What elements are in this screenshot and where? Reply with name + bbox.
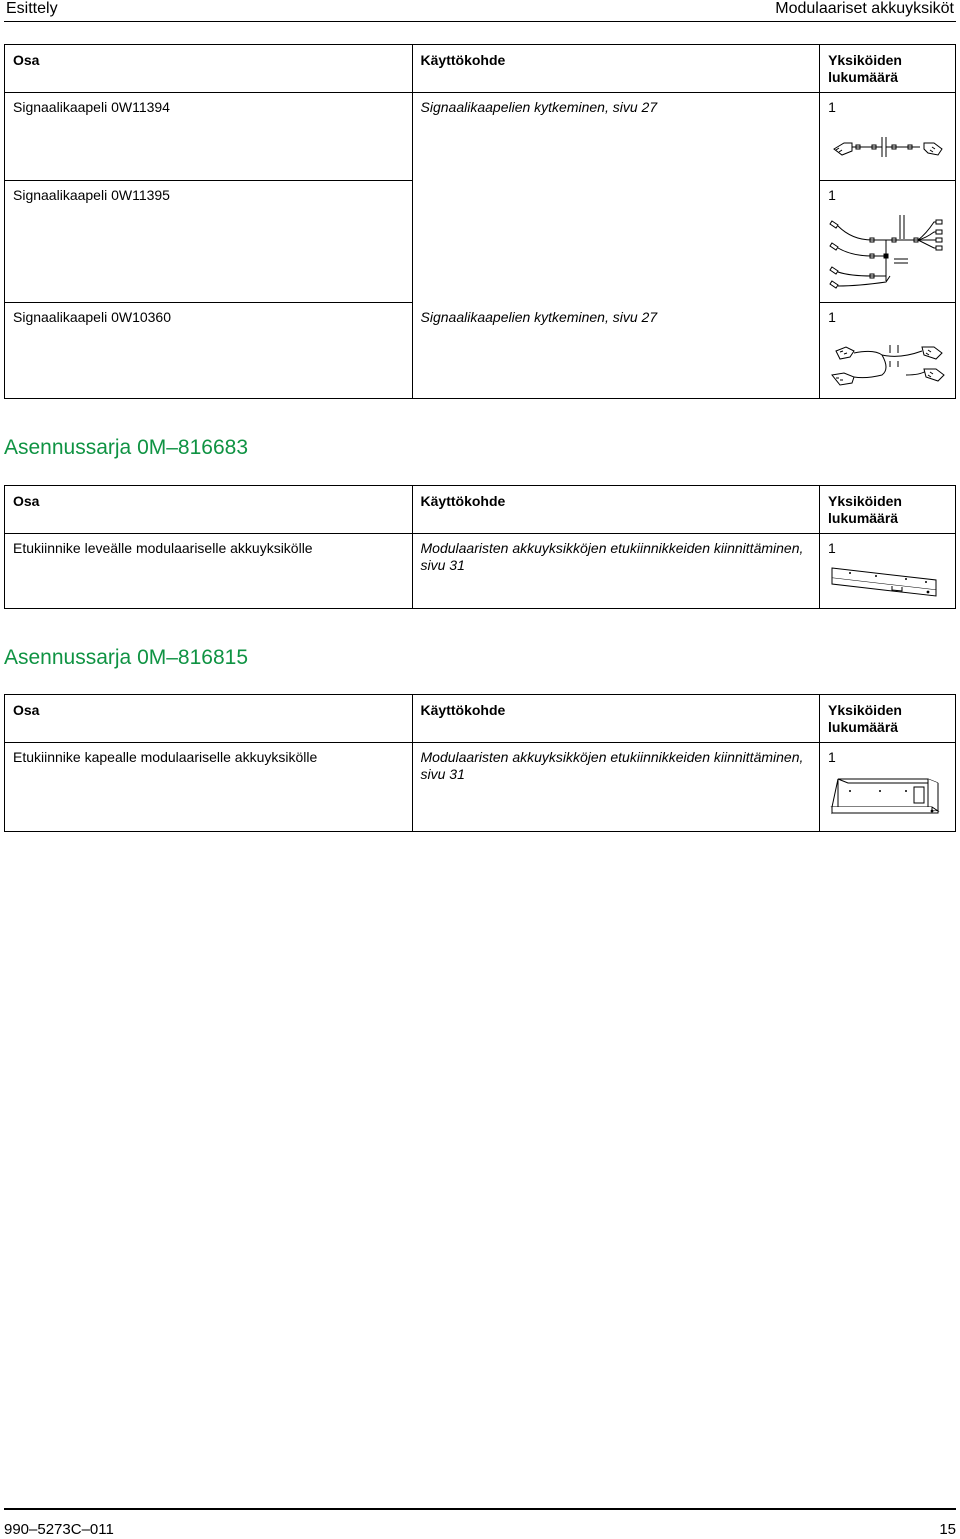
table-row: [5, 303, 956, 399]
part-qty: 1: [828, 309, 836, 325]
column-header-usage: Käyttökohde: [412, 45, 820, 93]
part-qty: 1: [828, 749, 836, 765]
footer-rule: [4, 1508, 956, 1510]
header-chapter-title: Modulaariset akkuyksiköt: [775, 0, 954, 17]
part-qty-cell: [820, 743, 956, 832]
wide-bracket-icon: [828, 564, 940, 598]
document-number: 990–5273C–011: [4, 1521, 114, 1538]
kit-816815-heading: Asennussarja 0M–816815: [4, 646, 249, 669]
page-number: 15: [939, 1521, 956, 1538]
part-usage: Modulaaristen akkuyksikköjen etukiinnikkeiden kiinnittäminen, sivu 31: [412, 743, 820, 832]
part-name: Signaalikaapeli 0W10360: [5, 303, 413, 399]
part-qty: 1: [828, 187, 836, 203]
signal-cables-table: [4, 44, 956, 399]
table-header-row: [5, 45, 956, 93]
header-section-title: Esittely: [6, 0, 58, 17]
part-name: Signaalikaapeli 0W11395: [5, 181, 413, 303]
table-row: [5, 534, 956, 609]
part-name: Signaalikaapeli 0W11394: [5, 93, 413, 181]
part-usage: [412, 181, 820, 303]
column-header-part: Osa: [5, 45, 413, 93]
part-qty-cell: [820, 93, 956, 181]
part-qty: 1: [828, 540, 836, 556]
part-name: Etukiinnike leveälle modulaariselle akkuyksikölle: [5, 534, 413, 609]
cable-0w11394-icon: [828, 127, 948, 167]
column-header-part: Osa: [5, 695, 413, 743]
header-rule: [4, 21, 956, 22]
kit-816683-heading: Asennussarja 0M–816683: [4, 436, 249, 459]
part-usage: Signaalikaapelien kytkeminen, sivu 27: [412, 93, 820, 181]
cable-0w10360-icon: [828, 341, 948, 391]
part-name: Etukiinnike kapealle modulaariselle akkuyksikölle: [5, 743, 413, 832]
column-header-qty: Yksiköiden lukumäärä: [820, 695, 956, 743]
table-row: [5, 93, 956, 181]
column-header-qty: Yksiköiden lukumäärä: [820, 45, 956, 93]
table-row: [5, 743, 956, 832]
part-qty-cell: [820, 303, 956, 399]
part-qty-cell: [820, 181, 956, 303]
part-usage: Signaalikaapelien kytkeminen, sivu 27: [412, 303, 820, 399]
page-header: [4, 0, 956, 22]
cable-0w11395-icon: [828, 215, 948, 295]
table-header-row: [5, 695, 956, 743]
kit-816683-table: [4, 485, 956, 609]
column-header-part: Osa: [5, 486, 413, 534]
part-qty-cell: [820, 534, 956, 609]
column-header-usage: Käyttökohde: [412, 486, 820, 534]
table-header-row: [5, 486, 956, 534]
narrow-bracket-icon: [828, 775, 942, 827]
column-header-usage: Käyttökohde: [412, 695, 820, 743]
column-header-qty: Yksiköiden lukumäärä: [820, 486, 956, 534]
part-qty: 1: [828, 99, 836, 115]
kit-816815-table: [4, 694, 956, 832]
table-row: [5, 181, 956, 303]
part-usage: Modulaaristen akkuyksikköjen etukiinnikkeiden kiinnittäminen, sivu 31: [412, 534, 820, 609]
